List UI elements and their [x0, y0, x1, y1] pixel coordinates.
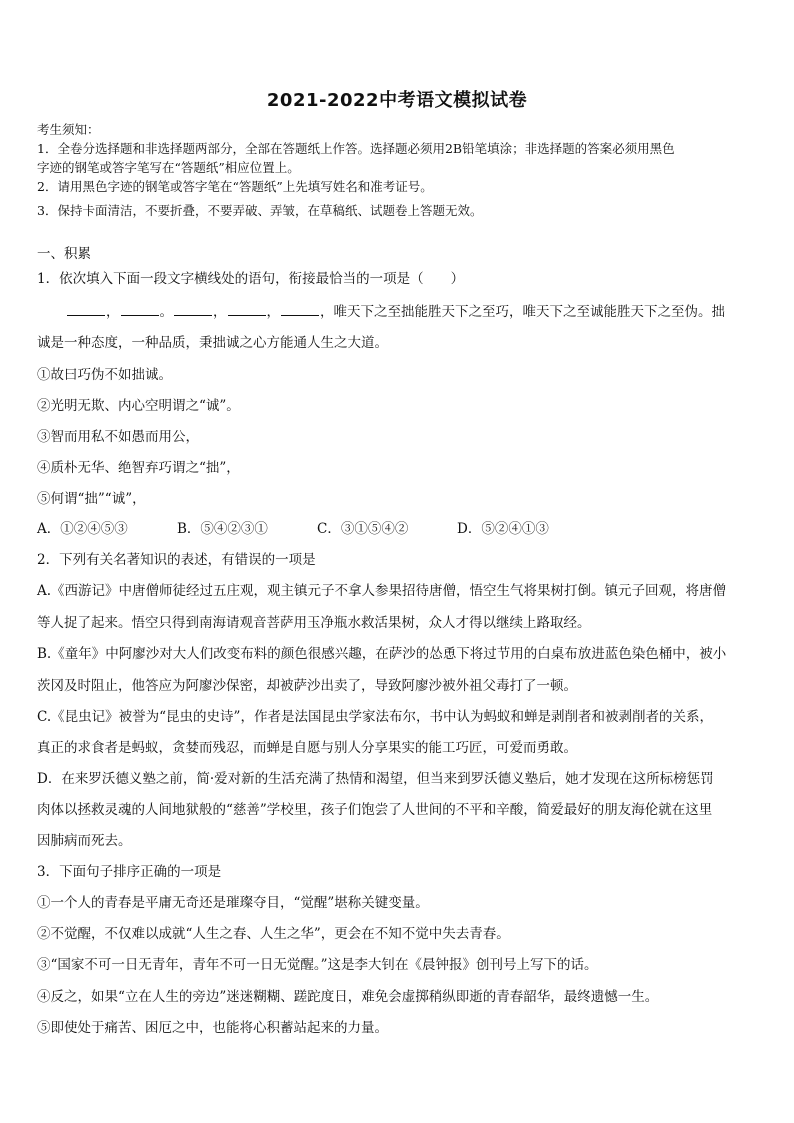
question-2-line: C.《昆虫记》被誉为“昆虫的史诗”，作者是法国昆虫学家法布尔，书中认为蚂蚁和蝉是剥削者和被剥削者的关系，: [37, 709, 713, 725]
fill-blank: [174, 303, 212, 316]
question-2-line: D．在来罗沃德义塾之前，简·爱对新的生活充满了热情和渴望，但当来到罗沃德义塾后，她才发现在这所标榜惩罚: [37, 771, 714, 787]
question-2-line: A.《西游记》中唐僧师徒经过五庄观，观主镇元子不拿人参果招待唐僧，悟空生气将果树打倒。镇元子回观，将唐僧: [37, 583, 727, 599]
list-item: ②不觉醒，不仅难以成就“人生之春、人生之华”，更会在不知不觉中失去青春。: [37, 926, 510, 942]
question-2-line: 等人捉了起来。悟空只得到南海请观音菩萨用玉净瓶水救活果树，众人才得以继续上路取经。: [37, 615, 591, 631]
option-b: B．⑤④②③①: [177, 521, 268, 537]
section-heading: 一、积累: [37, 246, 91, 262]
fill-blank: [67, 303, 105, 316]
notice-line: 1．全卷分选择题和非选择题两部分，全部在答题纸上作答。选择题必须用2B铅笔填涂；非选择题的答案必须用黑色: [37, 141, 675, 156]
question-2-line: B.《童年》中阿廖沙对大人们改变布料的颜色很感兴趣，在萨沙的怂恿下将过节用的白桌布放进蓝色染色桶中，被小: [37, 646, 727, 662]
question-2-line: 茨冈及时阻止，他答应为阿廖沙保密，却被萨沙出卖了，导致阿廖沙被外祖父毒打了一顿。: [37, 678, 577, 694]
list-item: ①一个人的青春是平庸无奇还是璀璨夺目，“觉醒”堪称关键变量。: [37, 895, 429, 911]
question-2-line: 肉体以拯救灵魂的人间地狱般的“慈善”学校里，孩子们饱尝了人世间的不平和辛酸，简爱最好的朋友海伦就在这里: [37, 802, 713, 818]
notice-line: 3．保持卡面清洁，不要折叠，不要弄破、弄皱，在草稿纸、试题卷上答题无效。: [37, 203, 483, 218]
question-2-line: 真正的求食者是蚂蚁，贪婪而残忍，而蝉是自愿与别人分享果实的能工巧匠，可爱而勇敢。: [37, 740, 577, 756]
list-item: ③“国家不可一日无青年，青年不可一日无觉醒。”这是李大钊在《晨钟报》创刊号上写下的话。: [37, 957, 598, 973]
question-3-stem: 3．下面句子排序正确的一项是: [37, 864, 222, 880]
option-a: A．①②④⑤③: [37, 521, 128, 537]
list-item: ④反之，如果“立在人生的旁边”迷迷糊糊、蹉跎度日，难免会虚掷稍纵即逝的青春韶华，最终遗憾一生。: [37, 989, 659, 1005]
question-2-stem: 2．下列有关名著知识的表述，有错误的一项是: [37, 552, 316, 568]
notice-line: 字迹的钢笔或答字笔写在“答题纸”相应位置上。: [37, 160, 300, 175]
list-item: ③智而用私不如愚而用公，: [37, 429, 199, 445]
list-item: ⑤何谓“拙”“诚”，: [37, 491, 146, 507]
question-2-line: 因肺病而死去。: [37, 833, 132, 849]
question-1-options: [37, 520, 757, 538]
fill-blank: [228, 303, 266, 316]
fill-blank: [121, 303, 159, 316]
question-1-stem: 1．依次填入下面一段文字横线处的语句，衔接最恰当的一项是（ ）: [37, 271, 465, 287]
list-item: ⑤即使处于痛苦、困厄之中，也能将心积蓄站起来的力量。: [37, 1020, 388, 1036]
fill-blank: [281, 303, 319, 316]
question-1-passage-line: 诚是一种态度，一种品质，秉拙诚之心方能通人生之大道。: [37, 335, 388, 351]
list-item: ②光明无欺、内心空明谓之“诚”。: [37, 398, 240, 414]
question-1-passage: ， 。 ， ， ，唯天下之至拙能胜天下之至巧，唯天下之至诚能胜天下之至伪。拙: [66, 303, 756, 321]
list-item: ④质朴无华、绝智弃巧谓之“拙”，: [37, 460, 240, 476]
notice-heading: 考生须知：: [37, 122, 100, 137]
option-c: C．③①⑤④②: [317, 521, 409, 537]
notice-line: 2．请用黑色字迹的钢笔或答字笔在“答题纸”上先填写姓名和准考证号。: [37, 179, 433, 194]
page-title: 2021-2022中考语文模拟试卷: [266, 90, 528, 111]
list-item: ①故曰巧伪不如拙诚。: [37, 367, 172, 383]
option-d: D．⑤②④①③: [457, 521, 549, 537]
